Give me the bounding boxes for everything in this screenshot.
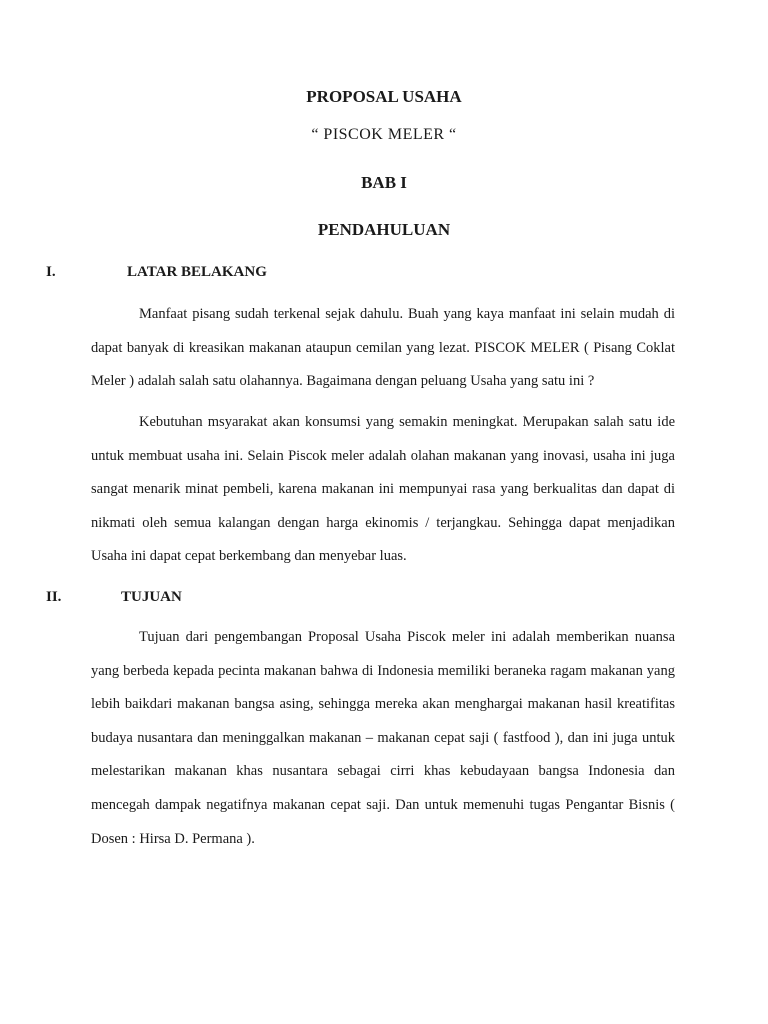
document-subtitle: “ PISCOK MELER “ [311, 126, 457, 143]
section-number: II. [46, 589, 62, 605]
paragraph-latar-belakang-1: Manfaat pisang sudah terkenal sejak dahulu. Buah yang kaya manfaat ini selain mudah di dapat banyak di kreasikan makanan ataupun cemilan yang lezat. PISCOK MELER ( Pisang Coklat Meler ) adalah salah satu olahannya. Bagaimana dengan peluang Usaha yang satu ini ? [91, 306, 675, 390]
section-number: I. [46, 264, 56, 280]
section-title: LATAR BELAKANG [127, 264, 267, 280]
paragraph-tujuan-1: Tujuan dari pengembangan Proposal Usaha Piscok meler ini adalah memberikan nuansa yang berbeda kepada pecinta makanan bahwa di Indonesia memiliki beraneka ragam makanan yang lebih baikdari makanan bangsa asing, sehingga mereka akan menghargai makanan hasil kreatifitas budaya nusantara dan meninggalkan makanan – makanan cepat saji ( fastfood ), dan ini juga untuk melestarikan makanan khas nusantara sebagai cirri khas kebudayaan bangsa Indonesia dan mencegah dampak negatifnya makanan cepat saji. Dan untuk memenuhi tugas Pengantar Bisnis ( Dosen : Hirsa D. Permana ). [91, 629, 675, 847]
chapter-number: BAB I [361, 173, 407, 192]
document-title: PROPOSAL USAHA [306, 87, 462, 106]
chapter-title: PENDAHULUAN [317, 220, 451, 239]
paragraph-latar-belakang-2: Kebutuhan msyarakat akan konsumsi yang semakin meningkat. Merupakan salah satu ide untuk membuat usaha ini. Selain Piscok meler adalah olahan makanan yang inovasi, usaha ini juga sangat menarik minat pembeli, karena makanan ini mempunyai rasa yang berkualitas dan dapat di nikmati oleh semua kalangan dengan harga ekinomis / terjangkau. Sehingga dapat menjadikan Usaha ini dapat cepat berkembang dan menyebar luas. [91, 414, 675, 565]
section-title: TUJUAN [121, 589, 182, 605]
